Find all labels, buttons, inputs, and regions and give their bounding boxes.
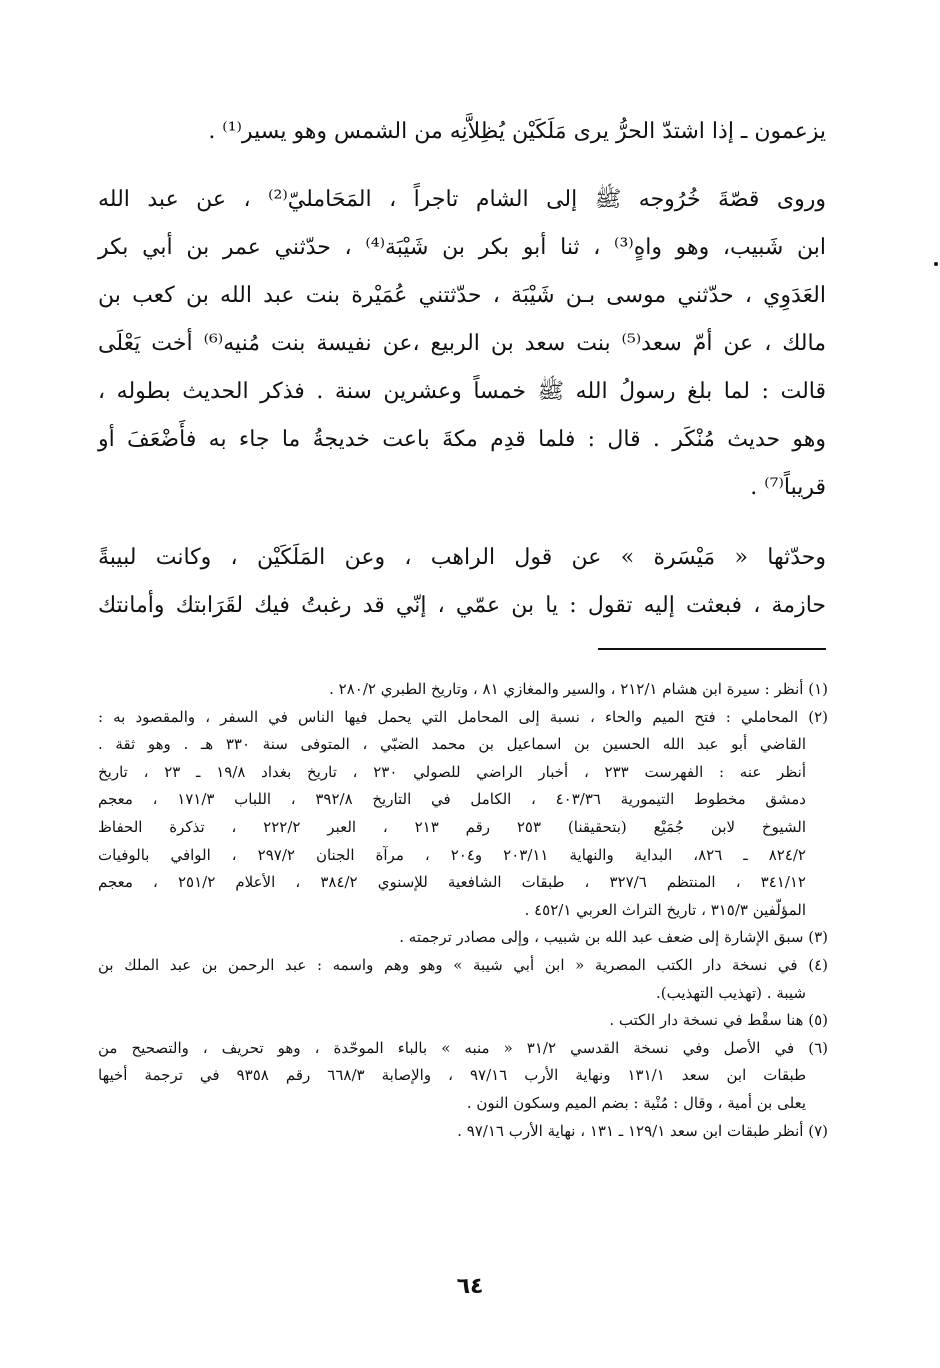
paragraph-3: [98, 534, 826, 630]
footnote-line: ٨٢٤/٢ ـ ٨٢٦، البداية والنهاية ٢٠٣/١١ و٢٠٤ ، مرآة الجنان ٢٩٧/٢ ، الوافي بالوفيات: [98, 845, 806, 864]
text-line: حازمة ، فبعثت إليه تقول : يا بن عمّي ، إنّي قد رغبتُ فيك لقَرَابتك وأمانتك: [98, 593, 826, 618]
footnote-marker: (٤): [808, 955, 828, 974]
footnote-line: الشيوخ لابن جُمَيْع (بتحقيقنا) ٢٥٣ رقم ٢١٣ ، العبر ٢٢٢/٢ ، تذكرة الحفاظ: [98, 817, 806, 836]
footnote-line: [98, 1007, 828, 1035]
page-number: ٦٤: [456, 1274, 484, 1299]
footnote-line: [98, 1118, 828, 1146]
footnote-3: [98, 924, 828, 952]
footnote-5: [98, 1007, 828, 1035]
footnote-6: [98, 1035, 828, 1118]
footnote-text: هنا سقْط في نسخة دار الكتب .: [609, 1011, 804, 1030]
text-line: يزعمون ـ إذا اشتدّ الحرُّ يرى مَلَكَيْن يُظِلاَّنِه من الشمس وهو يسير⁽¹⁾ .: [208, 119, 826, 144]
footnote-line: [98, 924, 828, 952]
text-line: وروى قصّةَ خُرُوجه ﷺ إلى الشام تاجراً ، المَحَامليّ⁽²⁾ ، عن عبد الله: [98, 187, 826, 212]
paragraph-1: [98, 108, 826, 156]
margin-dot: [934, 262, 938, 266]
text-line: وحدّثها « مَيْسَرة » عن قول الراهب ، وعن المَلَكَيْن ، وكانت لبيبةً: [98, 545, 826, 570]
footnote-text: في الأصل وفي نسخة القدسي ٣١/٢ « منبه » بالباء الموحّدة ، وهو تحريف ، والتصحيح من: [98, 1038, 795, 1057]
text-line: وهو حديث مُنْكَر . قال : فلما قدِم مكةَ باعت خديجةُ ما جاء به فأَضْعَفَ أو: [98, 427, 826, 452]
footnote-line: المؤلّفين ٣١٥/٣ ، تاريخ التراث العربي ٤٥٢/١ .: [524, 900, 806, 919]
text-line: العَدَوِي ، حدّثني موسى بـن شَيْبَة ، حدّثتني عُمَيْرة بنت عبد الله بن كعب بن: [98, 283, 826, 308]
footnote-line: [98, 952, 828, 980]
footnote-marker: (٥): [808, 1011, 828, 1030]
footnote-line: طبقات ابن سعد ١٣١/١ ونهاية الأرب ٩٧/١٦ ، والإصابة ٦٦٨/٣ رقم ٩٣٥٨ في ترجمة أخيها: [98, 1066, 807, 1085]
footnote-text: سبق الإشارة إلى ضعف عبد الله بن شبيب ، وإلى مصادر ترجمته .: [399, 928, 804, 947]
text-line: ابن شَبيب، وهو واهٍ⁽³⁾ ، ثنا أبو بكر بن شَيْبَة⁽⁴⁾ ، حدّثني عمر بن أبي بكر: [98, 235, 827, 260]
footnote-line: شيبة . (تهذيب التهذيب).: [655, 983, 806, 1002]
footnotes: [98, 676, 828, 1145]
text-line: قريباً⁽⁷⁾ .: [750, 475, 826, 500]
footnote-text: أنظر : سيرة ابن هشام ٢١٢/١ ، والسير والمغازي ٨١ ، وتاريخ الطبري ٢٨٠/٢ .: [329, 680, 804, 698]
footnote-2: [98, 704, 828, 925]
footnote-text: في نسخة دار الكتب المصرية « ابن أبي شيبة » وهو وهم واسمه : عبد الرحمن بن عبد الملك بن: [98, 955, 798, 974]
text-line: قالت : لما بلغ رسولُ الله ﷺ خمساً وعشرين سنة . فذكر الحديث بطوله ،: [98, 379, 826, 404]
footnote-line: [98, 1035, 828, 1063]
footnote-line: [98, 704, 828, 732]
footnote-line: ٣٤١/١٢ ، المنتظم ٣٢٧/٦ ، طبقات الشافعية للإسنوي ٣٨٤/٢ ، الأعلام ٢٥١/٢ ، معجم: [98, 873, 806, 892]
footnote-line: أنظر عنه : الفهرست ٢٣٣ ، أخبار الراضي للصولي ٢٣٠ ، تاريخ بغداد ١٩/٨ ـ ٢٣ ، تاريخ: [98, 762, 806, 781]
footnote-line: [98, 676, 828, 704]
footnote-marker: (١): [808, 680, 828, 698]
footnote-7: [98, 1118, 828, 1146]
footnote-1: [98, 676, 828, 704]
footnote-separator: [598, 648, 826, 650]
footnote-marker: (٢): [808, 707, 828, 726]
footnote-line: يعلى بن أمية ، وقال : مُنْية : بضم الميم وسكون النون .: [466, 1093, 806, 1112]
footnote-text: أنظر طبقات ابن سعد ١٢٩/١ ـ ١٣١ ، نهاية الأرب ٩٧/١٦ .: [457, 1121, 804, 1140]
footnote-4: [98, 952, 828, 1007]
footnote-line: دمشق مخطوط التيمورية ٤٠٣/٣٦ ، الكامل في التاريخ ٣٩٢/٨ ، اللباب ١٧١/٣ ، معجم: [98, 790, 806, 809]
footnote-line: القاضي أبو عبد الله الحسين بن اسماعيل بن محمد الضبّي ، المتوفى سنة ٣٣٠ هـ . وهو ثقة .: [98, 735, 806, 754]
footnote-marker: (٣): [808, 928, 828, 947]
paragraph-2: [98, 176, 826, 512]
footnote-marker: (٧): [808, 1121, 828, 1140]
footnote-marker: (٦): [808, 1038, 828, 1057]
text-line: مالك ، عن أمّ سعد⁽⁵⁾ بنت سعد بن الربيع ،عن نفيسة بنت مُنيه⁽⁶⁾ أخت يَعْلَى: [98, 331, 826, 356]
footnote-text: المحاملي : فتح الميم والحاء ، نسبة إلى المحامل التي يحمل فيها الناس في السفر ، والمقصود به :: [98, 707, 799, 726]
main-text: [98, 108, 826, 630]
